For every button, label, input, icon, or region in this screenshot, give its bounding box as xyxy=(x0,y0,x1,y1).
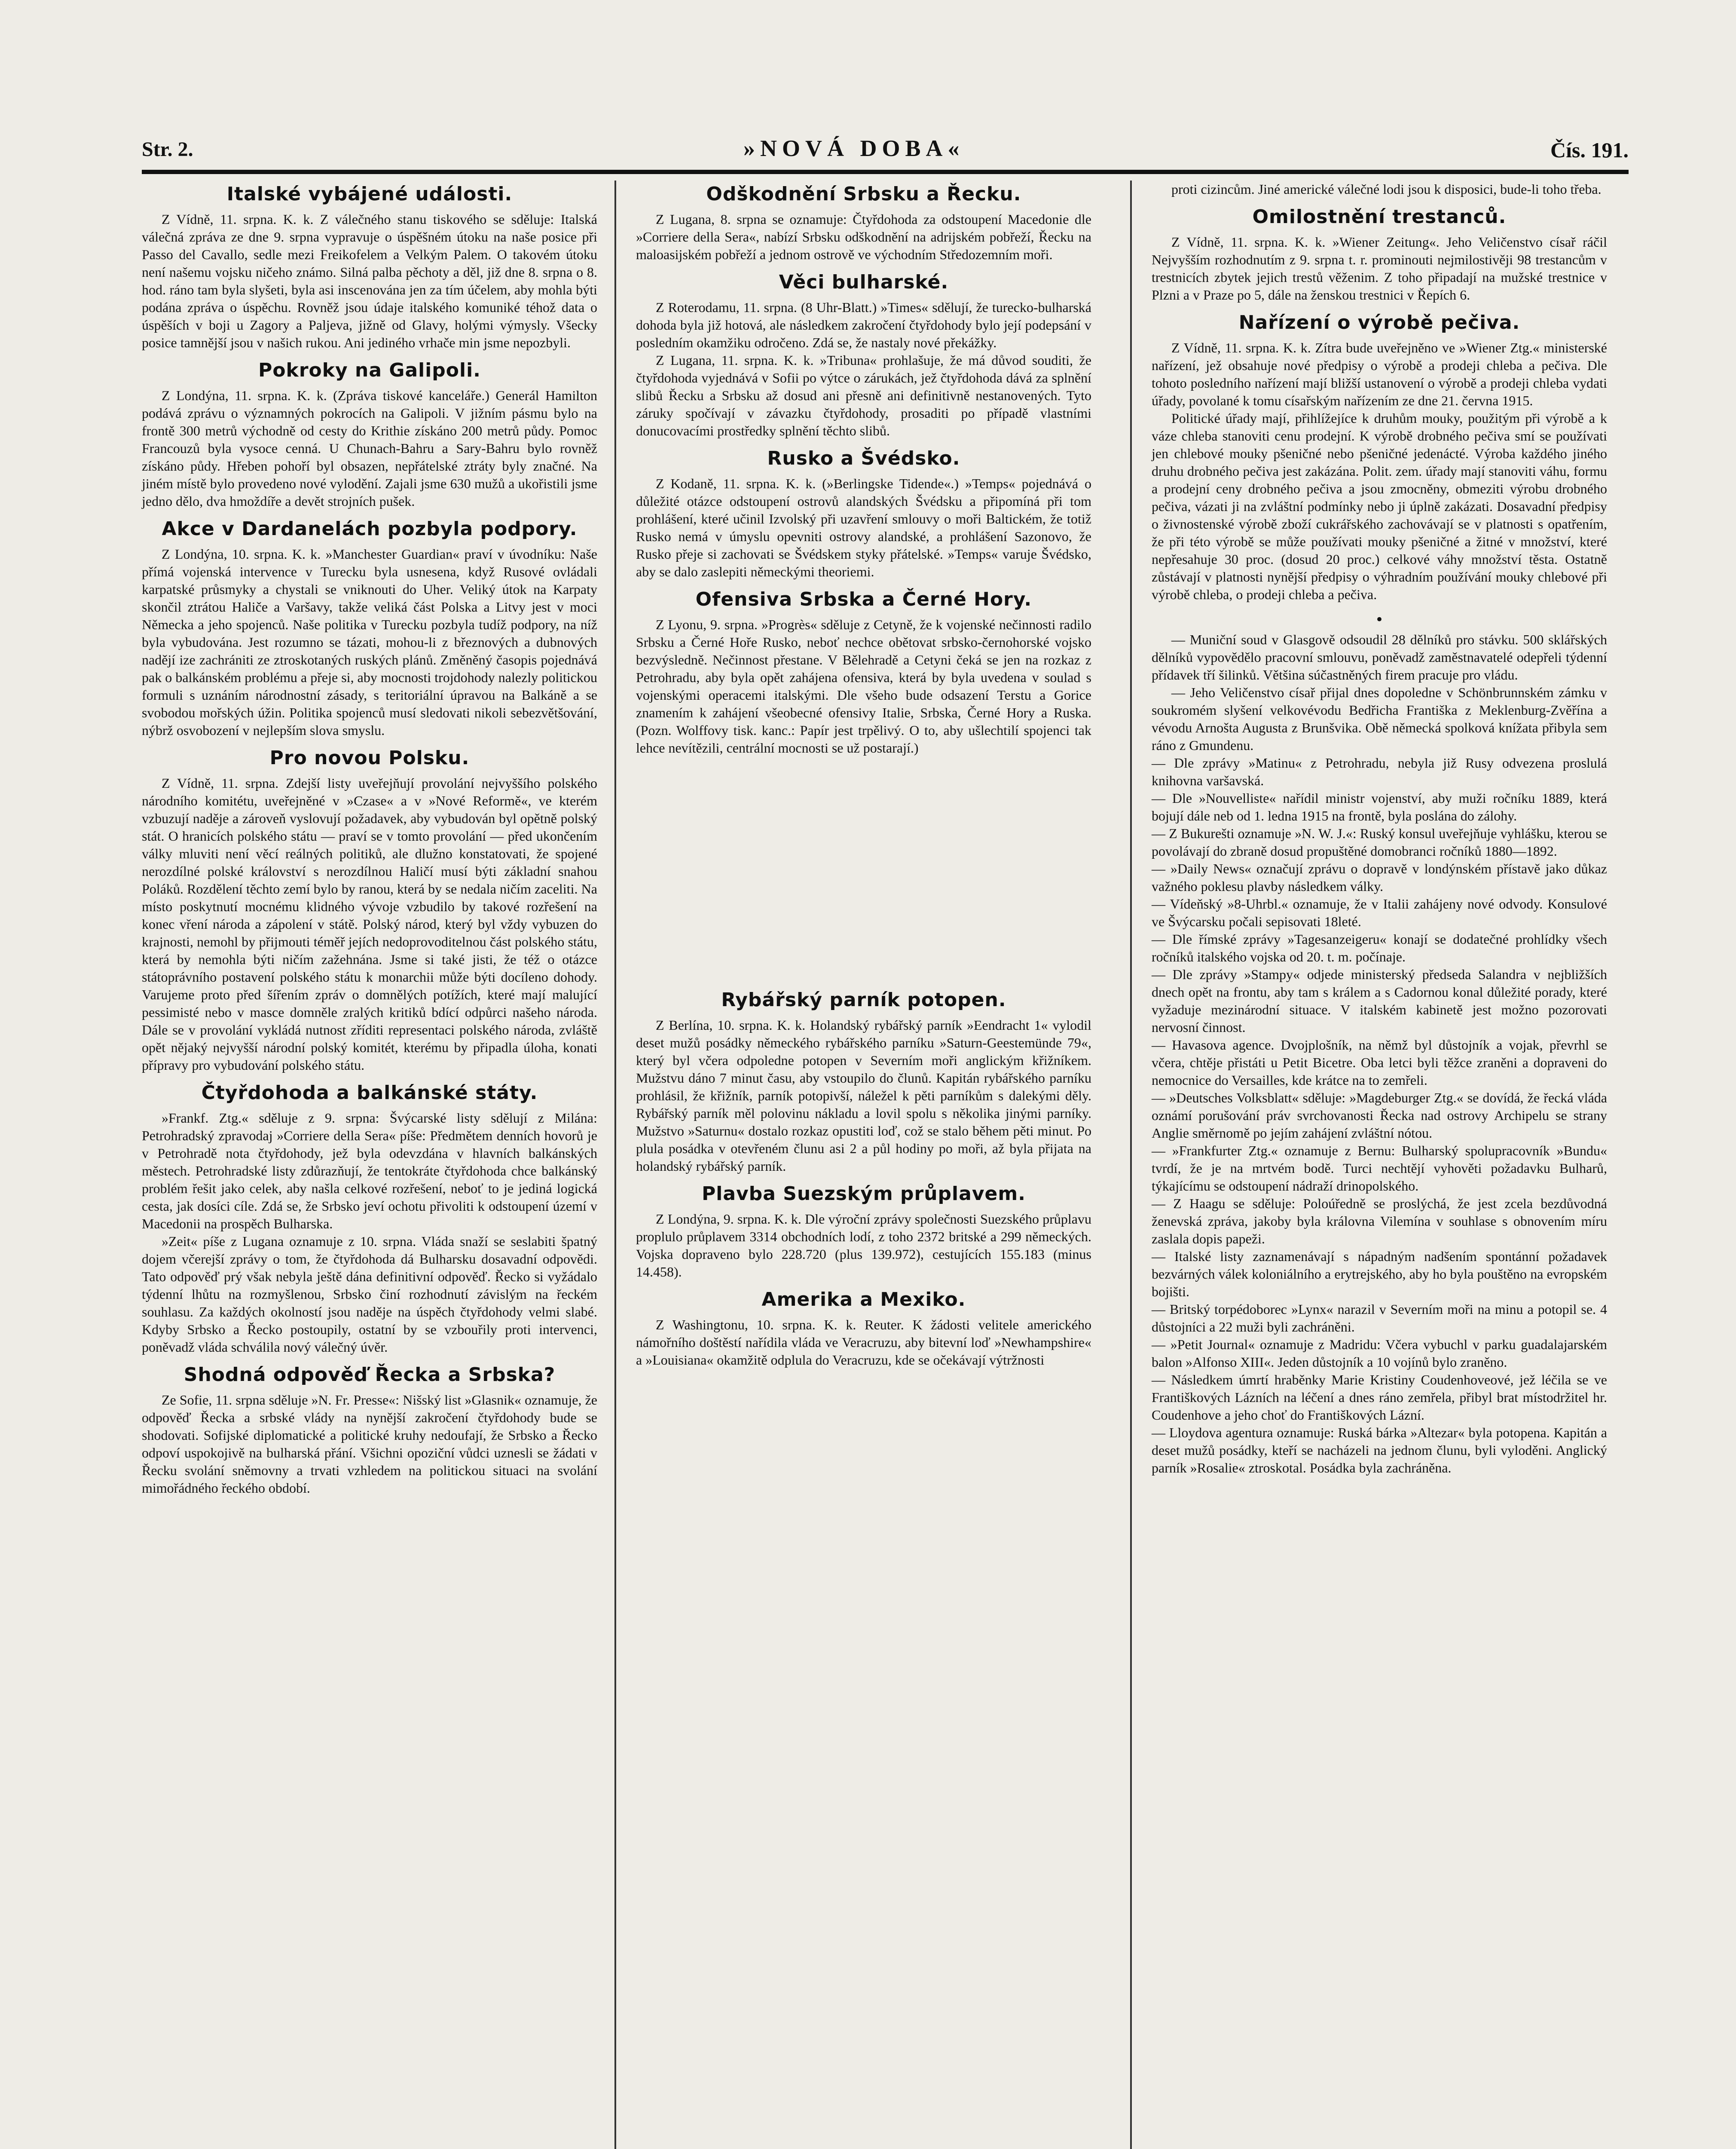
article-headline: Čtyřdohoda a balkánské státy. xyxy=(201,1082,538,1104)
article xyxy=(142,359,597,510)
article-body: »Zeit« píše z Lugana oznamuje z 10. srpna. Vláda snaží se seslabiti špatný dojem včerejší zprávy o tom, že čtyřdohoda dá Bulharsku dosavadní odpovědi. Tato odpověď prý však nebyla ještě dána definitivní odpověď. Řecko si vyžádalo týdenní lhůtu na rozmyšlenou, Srbsko činí rozhodnutí závislým na řeckém souhlasu. Za každých okolností jsou naděje na úspěch čtyřdohody velmi slabé. Kdyby Srbsko a Řecko postoupily, ostatní by se vzbouřily proti intervenci, poněvadž vláda schválila nový válečný úvěr. xyxy=(142,1234,597,1355)
article-body: Z Vídně, 11. srpna. K. k. Zítra bude uveřejněno ve »Wiener Ztg.« ministerské nařízení, jež obsahuje nové předpisy o výrobě a prodeji chleba a pečiva. Dle tohoto posledního nařízení mají bližší ustanovení o výrobě a prodeji chleba vydati úřady, povolané k tomu císařským nařízením ze dne 21. června 1915. xyxy=(1152,340,1607,408)
article xyxy=(636,183,1091,263)
article-headline: Omilostnění trestanců. xyxy=(1252,206,1507,228)
article xyxy=(1152,206,1607,304)
article-headline: Amerika a Mexiko. xyxy=(761,1289,966,1310)
article-body: Z Lyonu, 9. srpna. »Progrès« sděluje z Cetyně, že k vojenské nečinnosti radilo Srbsku a Černé Hoře Rusko, neboť nechce obětovat srbsko-černohorské vojsko bezvýsledně. Nečinnost přestane. V Bělehradě a Cetyni čeká se jen na rozkaz z Petrohradu, aby byla opět zahájena ofensiva, která by byla uvedena v soulad s vojenskými operacemi italskými. Dle všeho bude odsazení Terstu a Gorice znamením k zahájení všeobecné ofensivy Italie, Srbska, Černé Hory a Ruska. (Pozn. Wolffovy tisk. kanc.: Papír jest trpělivý. O to, aby ušlechtilí spojenci tak lehce nevítězili, centrální mocnosti se už postarají.) xyxy=(636,617,1091,756)
article-headline: Věci bulharské. xyxy=(779,271,949,293)
article-body: »Frankf. Ztg.« sděluje z 9. srpna: Švýcarské listy sdělují z Milána: Petrohradský zpravodaj »Corriere della Sera« píše: Předmětem denních hovorů je v Petrohradě nota čtyřdohody, jež byla odevzdána v hlavních balkánských městech. Petrohradské listy zdůrazňují, že tentokráte čtyřdohoda chce balkánský problém řešit jako celek, aby našla celkové rozřešení, neboť to je jediná logická cesta, jak dosíci cíle. Zdá se, že Srbsko jeví ochotu přivoliti k odstoupení území v Macedonii na prospěch Bulharska. xyxy=(142,1110,597,1231)
article-headline: Pro novou Polsku. xyxy=(269,747,470,769)
article xyxy=(142,747,597,1074)
article-body: — Jeho Veličenstvo císař přijal dnes dopoledne v Schönbrunnském zámku v soukromém slyšení velkovévodu Bedřicha Františka z Meklenburg-Zvěřína a vévodu Arnošta Augusta z Brunšvika. Obě německá spolková knížata přibyla sem ráno z Gmundenu. — Dle zprávy »Matinu« z Petrohradu, nebyla již Rusy odvezena proslulá knihovna varšavská. — Dle »Nouvelliste« nařídil ministr vojenství, aby muži ročníku 1889, která bojují dále neb od 1. ledna 1915 na frontě, byla poslána do zálohy. — Z Bukurešti oznamuje »N. W. J.«: Ruský konsul uveřejňuje vyhlášku, kterou se povolávají do zbraně dosud propuštěné domobranci ročníků 1880—1892. — »Daily News« označují zprávu o dopravě v londýnském přístavě jako důkaz važného poklesu plavby následkem války. — Vídeňský »8-Uhrbl.« oznamuje, že v Italii zahájeny nové odvody. Konsulové ve Švýcarsku počali sepisovati 18leté. — Dle římské zprávy »Tagesanzeigeru« konají se dodatečné prohlídky všech ročníků italského vojska od 20. t. m. počínaje. — Dle zprávy »Stampy« odjede ministerský předseda Salandra v nejbližších dnech opět na frontu, aby tam s králem a s Cadornou konal důležité porady, které vyžaduje mezinárodní situace. V italském kabinetě jest možno pozorovati nervosní činnost. — Havasova agence. Dvojplošník, na němž byl důstojník a vojak, převrhl se včera, chtěje přistáti u Petit Bicetre. Oba letci byli těžce zraněni a dopraveni do nemocnice do Versailles, kde krátce na to zemřeli. — »Deutsches Volksblatt« sděluje: »Magdeburger Ztg.« se dovídá, že řecká vláda oznámí porušování práv svrchovanosti Řecka nad ostrovy Archipelu se strany Anglie směrnomě po jejím zahájení zvláštní nótou. — »Frankfurter Ztg.« oznamuje z Bernu: Bulharský spolupracovník »Bundu« tvrdí, že je na mrtvém bodě. Turci nechtějí vyhověti požadavku Bulharů, týkajícímu se odstoupení nádraží drinopolského. — Z Haagu se sděluje: Poloúředně se proslýchá, že jest zcela bezdůvodná ženevská zpráva, jakoby byla královna Vilemína v souhlase s obnovením míru zaslala dopis papeži. — Italské listy zaznamenávají s nápadným nadšením spontánní požadavek bezvárných válek koloniálního a erytrejského, aby ho byla pouštěno na evropském bojišti. — Britský torpédoborec »Lynx« narazil v Severním moři na minu a potopil se. 4 důstojníci a 22 muži byli zachráněni. — »Petit Journal« oznamuje z Madridu: Včera vybuchl v parku guadalajarském balon »Alfonso XIII«. Jeden důstojník a 10 vojínů bylo zraněno. — Následkem úmrtí hraběnky Marie Kristiny Coudenhoveové, jež léčila se ve Františkových Lázních na léčení a dnes ráno zemřela, přibyl brat místodržitel hr. Coudenhove a jeho choť do Františkových Lázní. — Lloydova agentura oznamuje: Ruská bárka »Altezar« byla potopena. Kapitán a deset mužů posádky, kteří se nacházeli na jednom člunu, byli vyloděni. Anglický parník »Rosalie« ztroskotal. Posádka byla zachráněna. xyxy=(1152,685,1607,1476)
article xyxy=(142,1364,597,1497)
article xyxy=(636,989,1091,1175)
article-body: Z Londýna, 11. srpna. K. k. (Zpráva tiskové kanceláře.) Generál Hamilton podává zprávu o významných pokrocích na Galipoli. V jižním pásmu bylo na frontě 300 metrů východně od cesty do Krithie získáno 200 metrů půdy. Pomoc Francouzů byla vysoce cenná. U Chunach-Bahru a Sary-Bahru bylo rovněž získáno půdy. Hřeben pohoří byl obsazen, nepřátelské ztráty byly značné. Na jiném místě bylo provedeno nové vylodění. Zajali jsme 630 mužů a ukořistili jsme jedno dělo, dva hmoždíře a devět strojních pušek. xyxy=(142,388,597,509)
section-separator: • xyxy=(1375,611,1384,628)
article xyxy=(1152,181,1607,198)
column-divider xyxy=(614,181,616,2149)
article-body: Z Roterodamu, 11. srpna. (8 Uhr-Blatt.) »Times« sdělují, že turecko-bulharská dohoda byla již hotová, ale následkem zakročení čtyřdohody bylo její podepsání v posledním okamžiku odročeno. Zdá se, že nastaly nové překážky. xyxy=(636,300,1091,350)
article-body: — Muniční soud v Glasgově odsoudil 28 dělníků pro stávku. 500 sklářských dělníků vypovědělo pracovní smlouvu, poněvadž zaměstnavatelé odepřeli týdenní přídavek tří šilinků. Většina súčastněných firem pracuje pro vládu. xyxy=(1152,632,1607,683)
article xyxy=(636,588,1091,757)
header-rule xyxy=(142,170,1629,174)
article-body: Z Londýna, 9. srpna. K. k. Dle výroční zprávy společnosti Suezského průplavu proplulo průplavem 3314 obchodních lodí, z toho 2372 britské a 299 německých. Vojska dopraveno bylo 228.720 (plus 139.972), cestujících 155.183 (minus 14.458). xyxy=(636,1211,1091,1280)
article xyxy=(1152,312,1607,603)
article-body: proti cizincům. Jiné americké válečné lodi jsou k disposici, bude-li toho třeba. xyxy=(1171,181,1602,197)
article-headline: Italské vybájené události. xyxy=(226,183,513,205)
article-body: Z Lugana, 8. srpna se oznamuje: Čtyřdohoda za odstoupení Macedonie dle »Corriere della Sera«, nabízí Srbsku odškodnění na adrijském pobřeží, Řecku na maloasijském pobřeží a jednom ostrově ve východním Středozemním moři. xyxy=(636,211,1091,262)
article-body: Ze Sofie, 11. srpna sděluje »N. Fr. Presse«: Nišský list »Glasnik« oznamuje, že odpověď Řecka a srbské vlády na nynější zakročení čtyřdohody bude se shodovati. Sofijské diplomatické a politické kruhy nedoufají, že Srbsko a Řecko odpoví uspokojivě na bulharská přání. Všichni opoziční vůdci uznesli se žádati v Řecku svolání sněmovny a trvati vzhledem na politickou situaci na svolání mimořádného řeckého období. xyxy=(142,1392,597,1496)
article-body: Z Vídně, 11. srpna. K. k. »Wiener Zeitung«. Jeho Veličenstvo císař ráčil Nejvyšším rozhodnutím z 9. srpna t. r. prominouti nejmilostivěji 98 trestancům v trestnicích zbytek jejich trestů věženim. Z toho připadají na mužské trestnice v Plzni a v Praze po 5, dále na ženskou trestnici v Řepích 6. xyxy=(1152,234,1607,303)
issue-number: Čís. 191. xyxy=(1550,138,1629,162)
article-headline: Nařízení o výrobě pečiva. xyxy=(1238,312,1520,334)
article-headline: Shodná odpověď Řecka a Srbska? xyxy=(183,1364,556,1386)
article xyxy=(636,447,1091,581)
article-body: Z Berlína, 10. srpna. K. k. Holandský rybářský parník »Eendracht 1« vylodil deset mužů posádky německého rybářského parníku »Saturn-Geestemünde 79«, který byl včera odpoledne potopen v Severním moři anglickým křižníkem. Mužstvu dáno 7 minut času, aby vstoupilo do člunů. Kapitán rybářského parníku prohlásil, že křižník, parník potopivší, náležel k pěti parníkům s dalekými děly. Rybářský parník měl polovinu nákladu a lovil spolu s několika jinými parníky. Mužstvo »Saturnu« dostalo rozkaz opustiti loď, což se stalo během pěti minut. Po plula posádka v otevřeném člunu asi 2 a půl hodiny po moři, až byla přijata na holandský rybářský parník. xyxy=(636,1017,1091,1174)
article xyxy=(142,518,597,739)
article xyxy=(636,271,1091,440)
article-body: Z Washingtonu, 10. srpna. K. k. Reuter. K žádosti velitele amerického námořního doštěstí nařídila vláda ve Veracruzu, aby bitevní loď »Newhampshire« a »Louisiana« okamžitě odplula do Veracruzu, kde se očekávají výtržnosti xyxy=(636,1317,1091,1368)
article-headline: Ofensiva Srbska a Černé Hory. xyxy=(695,588,1032,610)
article-headline: Rusko a Švédsko. xyxy=(767,447,960,469)
article-body: Politické úřady mají, přihlížejíce k druhům mouky, použitým při výrobě a k váze chleba stanoviti cenu prodejní. K výrobě drobného pečiva smí se používati jen chlebové mouky pšeničné nebo pšeničné jedenácté. Výroba každého jiného druhu drobného pečiva jest zakázána. Polit. zem. úřady mají stanoviti váhu, formu a prodejní ceny drobného pečiva a jsou zmocněny, obmeziti výrobu drobného pečiva, vázati ji na zvláštní podmínky nebo ji úplně zakázati. Dosavadní předpisy o živnostenské výrobě zboží cukrářského zachovávají se v platnosti s opatřením, že při této výrobě se může používati mouky pšeničné a žitné v množství, které nepřesahuje 30 proc. (dosud 20 proc.) celkové váhy množství těsta. Ostatně zůstávají v platnosti nynější předpisy o výhradním používání mouky chlebové při výrobě chleba, o prodeji chleba a pečiva. xyxy=(1152,410,1607,602)
article-body: Z Lugana, 11. srpna. K. k. »Tribuna« prohlašuje, že má důvod souditi, že čtyřdohoda vyjednává v Sofii po výtce o zárukách, jež čtyřdohoda dává za splnění slibů Řecku a Srbsku až dosud ani přesně ani definitivně nestanovených. Tyto záruky spočívají v závazku čtyřdohody, prosaditi po případě vlastními donucovacími prostředky splnění těchto slibů. xyxy=(636,352,1091,438)
column-divider xyxy=(1130,181,1132,2149)
article-body: Z Vídně, 11. srpna. Zdejší listy uveřejňují provolání nejvyššího polského národního komitétu, uveřejněné v »Czase« a v »Nové Reformě«, ve kterém vzbuzují naděje a zároveň vyslovují požadavek, aby vybudován byl opětně polský stát. O hranicích polského státu — praví se v tomto provolání — před ukončením války mluviti není věcí reálných politiků, ale dlužno konstatovati, že spojené nerozdílné polské království s nerozdílnou Haličí musí býti základní snahou Poláků. Rozdělení těchto zemí bylo by ranou, která by se nedala ničím zaceliti. Na místo poskytnutí mocnému klidného vývoje vzbudilo by takové rozřešení na konec vření národa a zápolení v státě. Polský národ, který byl vždy vybuzen do krajnosti, nemohl by přijmouti téměř jejích nedoprovoditelnou část polského státu, která by nemohla býti ničím zažehnána. Jsme si také jisti, že též o otázce státoprávního postavení polského státu k monarchii může býti docíleno dohody. Varujeme proto před šířením zpráv o domnělých potížích, které mají malující pessimisté nebo v masce domněle zralých kritiků bdící odpůrci našeho národa. Dále se v provolání vykládá nutnost zříditi representaci polského národa, zvláště opět nějaký nejvyšší národní polský komitét, kterému by připadla úloha, konati přípravy pro vybudování polského státu. xyxy=(142,775,597,1073)
page-header xyxy=(142,129,1629,168)
article xyxy=(636,1289,1091,1369)
article-body: Z Kodaně, 11. srpna. K. k. (»Berlingske Tidende«.) »Temps« pojednává o důležité otázce odstoupení ostrovů alandských Švédsku a připomíná při tom prohlášení, které učinil Izvolský při uzavření smlouvy o moři Baltickém, že totiž Rusko nemá v úmyslu opevniti ostrovy alandské, a prohlášení Sazonovo, že Rusko přeje si zachovati se Švédskem styky přátelské. »Temps« varuje Švédsko, aby se dalo zaslepiti německými theoriemi. xyxy=(636,476,1091,579)
column-2 xyxy=(636,181,1091,1377)
column-1 xyxy=(142,181,597,1505)
article xyxy=(142,1082,597,1356)
article-headline: Rybářský parník potopen. xyxy=(721,989,1006,1011)
newspaper-title: »NOVÁ DOBA« xyxy=(743,135,965,161)
article-body: Z Vídně, 11. srpna. K. k. Z válečného stanu tiskového se sděluje: Italská válečná zpráva ze dne 9. srpna vypravuje o úspěšném útoku na naše posice při Passo del Cavallo, sedle mezi Freikofelem a Velkým Palem. O takovém útoku není našemu vojsku ničeho známo. Silná palba pěchoty a děl, již dne 8. srpna o 8. hod. ráno tam byla slyšeti, byla asi inscenována jen za tím účelem, aby mohla býti podána zpráva o úspěchu. Rovněž jsou údaje italského komuniké téhož data o úspěších v boji u Zagory a Paljeva, jižně od Glavy, holými výmysly. Všecky posice tamnější jsou v našich rukou. Ani jediného vrhače min jsme nepozbyli. xyxy=(142,211,597,350)
article xyxy=(1152,611,1607,1477)
column-3 xyxy=(1152,181,1607,1485)
article-headline: Pokroky na Galipoli. xyxy=(258,359,481,381)
article-headline: Odškodnění Srbsku a Řecku. xyxy=(706,183,1021,205)
article xyxy=(636,1183,1091,1281)
article xyxy=(142,183,597,352)
article-headline: Akce v Dardanelách pozbyla podpory. xyxy=(162,518,578,540)
article-body: Z Londýna, 10. srpna. K. k. »Manchester Guardian« praví v úvodníku: Naše přímá vojenská intervence v Turecku byla usnesena, když Rusové ovládali karpatské průsmyky a chystali se vniknouti do Uher. Veliký útok na Karpaty skončil ztrátou Haliče a Varšavy, takže veliká část Polska a Litvy jest v moci Německa a jeho spojenců. Naše politika v Turecku pozbyla tudíž podpory, na níž byla vybudována. Jest rozumno se tázati, mohou-li z březnových a dubnových nadějí ize zachrániti ze ztroskotaných ruských plánů. Změněný časopis pojednává pak o balkánském problému a přeje si, aby mocnosti trojdohody nalezly politickou formuli s uznáním národnostní zásady, s teritoriální úpravou na Balkáně a se svobodou mořských úžin. Politika spojenců musí sledovati nikoli sebezvětšování, nýbrž osvobození v nejlepším slova smyslu. xyxy=(142,546,597,738)
article-headline: Plavba Suezským průplavem. xyxy=(702,1183,1026,1205)
page-number: Str. 2. xyxy=(142,138,193,161)
